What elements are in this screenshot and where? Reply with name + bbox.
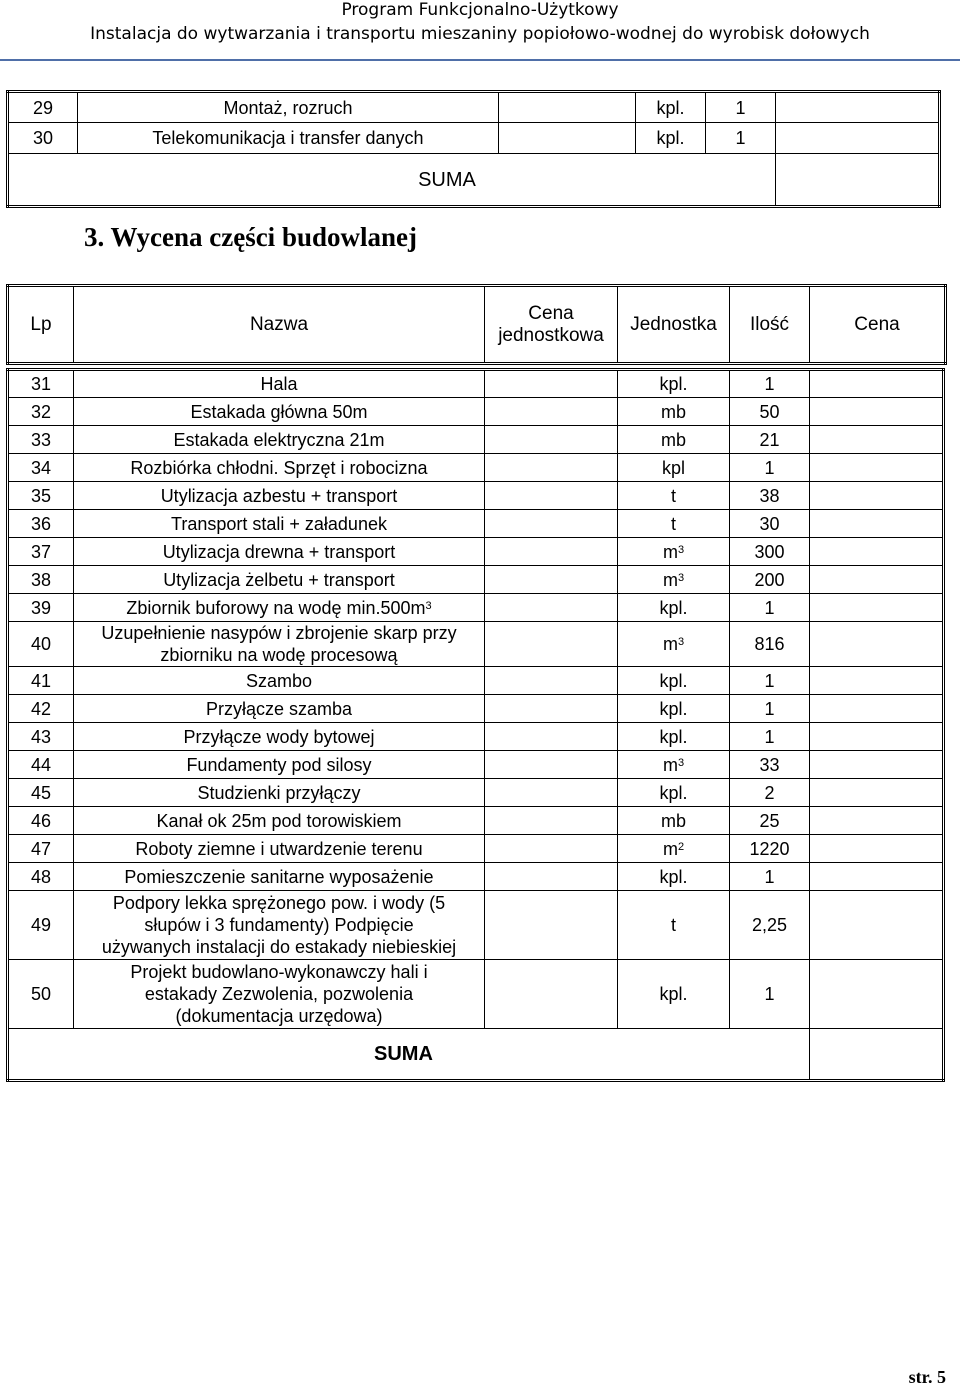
cell-cena-jednostkowa bbox=[485, 667, 618, 695]
table-row bbox=[8, 807, 944, 835]
cell-cena-jednostkowa bbox=[485, 891, 618, 960]
table-row bbox=[8, 695, 944, 723]
cell-jednostka bbox=[618, 566, 730, 594]
cell-jednostka bbox=[618, 723, 730, 751]
cell-lp: 45 bbox=[8, 779, 74, 807]
cell-cena-jednostkowa bbox=[485, 807, 618, 835]
table-header bbox=[6, 284, 947, 365]
table-row bbox=[8, 835, 944, 863]
cell-lp: 48 bbox=[8, 863, 74, 891]
cell-nazwa bbox=[74, 835, 485, 863]
cell-lp: 39 bbox=[8, 594, 74, 622]
page-number: str. 5 bbox=[908, 1367, 946, 1387]
cell-jednostka bbox=[618, 667, 730, 695]
cell-ilosc: 200 bbox=[730, 566, 810, 594]
cell-nazwa bbox=[74, 751, 485, 779]
cell-nazwa bbox=[74, 667, 485, 695]
cell-cena-jednostkowa bbox=[485, 370, 618, 398]
cell-cena-jednostkowa bbox=[485, 398, 618, 426]
cell-nazwa-line: (dokumentacja urzędowa) bbox=[175, 1006, 383, 1026]
cell-nazwa bbox=[74, 622, 485, 667]
table-row bbox=[8, 92, 940, 123]
cell-nazwa-line: słupów i 3 fundamenty) Podpięcie bbox=[144, 915, 414, 935]
cell-jednostka-superscript: 2 bbox=[677, 840, 685, 853]
cell-jednostka-text: t bbox=[670, 915, 676, 935]
cell-jednostka-superscript: 3 bbox=[677, 756, 685, 769]
table-row bbox=[8, 426, 944, 454]
cell-jednostka bbox=[618, 398, 730, 426]
cell-lp: 38 bbox=[8, 566, 74, 594]
cell-ilosc: 816 bbox=[730, 622, 810, 667]
cell-jednostka: kpl. bbox=[636, 123, 706, 154]
cell-jednostka bbox=[618, 960, 730, 1029]
cell-nazwa bbox=[74, 370, 485, 398]
cell-nazwa bbox=[74, 723, 485, 751]
header-nazwa: Nazwa bbox=[74, 286, 485, 364]
cell-jednostka bbox=[618, 454, 730, 482]
cell-lp: 43 bbox=[8, 723, 74, 751]
cell-jednostka-text: mb bbox=[660, 401, 686, 422]
cell-nazwa-text: Hala bbox=[260, 374, 298, 394]
cell-lp: 49 bbox=[8, 891, 74, 960]
cell-jednostka-text: mb bbox=[660, 810, 686, 831]
cell-nazwa-line: estakady Zezwolenia, pozwolenia bbox=[144, 984, 414, 1004]
cell-cena bbox=[810, 426, 944, 454]
cell-cena bbox=[810, 482, 944, 510]
section-title: 3. Wycena części budowlanej bbox=[84, 222, 417, 252]
table-continued bbox=[6, 90, 941, 208]
cell-cena bbox=[810, 960, 944, 1029]
table-row bbox=[8, 667, 944, 695]
table-row bbox=[8, 482, 944, 510]
cell-cena bbox=[810, 695, 944, 723]
cell-nazwa bbox=[74, 594, 485, 622]
cell-lp: 34 bbox=[8, 454, 74, 482]
table-row bbox=[8, 863, 944, 891]
cell-jednostka-text: kpl. bbox=[659, 984, 688, 1004]
cell-nazwa bbox=[74, 566, 485, 594]
cell-ilosc: 2,25 bbox=[730, 891, 810, 960]
cell-ilosc: 1 bbox=[730, 594, 810, 622]
cell-cena bbox=[810, 723, 944, 751]
cell-nazwa-text: Przyłącze wody bytowej bbox=[183, 726, 375, 747]
cell-lp: 35 bbox=[8, 482, 74, 510]
cell-nazwa bbox=[74, 510, 485, 538]
cell-jednostka-text: m bbox=[662, 569, 678, 590]
cell-jednostka bbox=[618, 695, 730, 723]
cell-nazwa: Telekomunikacja i transfer danych bbox=[78, 123, 499, 154]
cell-nazwa bbox=[74, 779, 485, 807]
cell-jednostka bbox=[618, 622, 730, 667]
cell-lp: 47 bbox=[8, 835, 74, 863]
cell-cena-jednostkowa bbox=[485, 566, 618, 594]
cell-lp: 40 bbox=[8, 622, 74, 667]
cell-cena bbox=[810, 667, 944, 695]
cell-ilosc: 300 bbox=[730, 538, 810, 566]
cell-jednostka-superscript: 3 bbox=[677, 571, 685, 584]
cell-nazwa-text: Rozbiórka chłodni. Sprzęt i robocizna bbox=[130, 457, 428, 478]
cell-ilosc: 1 bbox=[730, 960, 810, 1029]
cell-cena bbox=[810, 398, 944, 426]
suma-value bbox=[810, 1029, 944, 1081]
suma-value bbox=[776, 154, 940, 207]
cell-cena bbox=[810, 622, 944, 667]
cell-lp: 32 bbox=[8, 398, 74, 426]
cell-nazwa bbox=[74, 695, 485, 723]
cell-ilosc: 30 bbox=[730, 510, 810, 538]
table-row bbox=[8, 566, 944, 594]
document-header-title: Program Funkcjonalno-Użytkowy bbox=[341, 0, 619, 20]
cell-nazwa-text: Estakada elektryczna 21m bbox=[173, 429, 385, 450]
cell-jednostka bbox=[618, 751, 730, 779]
cell-ilosc: 1 bbox=[730, 863, 810, 891]
table-row bbox=[8, 454, 944, 482]
cell-jednostka-text: t bbox=[670, 513, 676, 534]
cell-jednostka bbox=[618, 426, 730, 454]
cell-nazwa-text: Roboty ziemne i utwardzenie terenu bbox=[135, 838, 423, 859]
table-row bbox=[8, 622, 944, 667]
table-row bbox=[8, 594, 944, 622]
cell-jednostka bbox=[618, 370, 730, 398]
cell-jednostka-text: kpl. bbox=[659, 782, 688, 803]
table-row bbox=[8, 510, 944, 538]
cell-nazwa bbox=[74, 960, 485, 1029]
cell-nazwa-text: Szambo bbox=[245, 670, 313, 691]
cell-nazwa-text: Transport stali + załadunek bbox=[171, 513, 387, 534]
cell-jednostka-text: kpl. bbox=[659, 698, 688, 719]
cell-nazwa bbox=[74, 398, 485, 426]
cell-lp: 36 bbox=[8, 510, 74, 538]
cell-nazwa-line: używanych instalacji do estakady niebieskiej bbox=[101, 937, 457, 957]
cell-jednostka-text: m bbox=[662, 838, 678, 859]
cell-cena-jednostkowa bbox=[485, 594, 618, 622]
items-table bbox=[6, 368, 945, 1082]
cell-cena-jednostkowa bbox=[485, 622, 618, 667]
cell-lp: 44 bbox=[8, 751, 74, 779]
cell-nazwa bbox=[74, 807, 485, 835]
cell-cena bbox=[810, 370, 944, 398]
cell-ilosc: 1 bbox=[730, 695, 810, 723]
cell-jednostka bbox=[618, 779, 730, 807]
cell-nazwa-text: Utylizacja azbestu + transport bbox=[160, 485, 398, 506]
table-row bbox=[8, 960, 944, 1029]
cell-jednostka-superscript: 3 bbox=[677, 636, 685, 648]
cell-jednostka-text: kpl. bbox=[659, 726, 688, 747]
header-lp: Lp bbox=[8, 286, 74, 364]
suma-row bbox=[8, 1029, 944, 1081]
cell-ilosc: 1220 bbox=[730, 835, 810, 863]
cell-cena bbox=[776, 123, 940, 154]
cell-ilosc: 1 bbox=[730, 667, 810, 695]
cell-lp: 41 bbox=[8, 667, 74, 695]
cell-ilosc: 21 bbox=[730, 426, 810, 454]
cell-cena bbox=[776, 92, 940, 123]
cell-nazwa-text: Pomieszczenie sanitarne wyposażenie bbox=[124, 866, 434, 887]
cell-cena bbox=[810, 454, 944, 482]
cell-cena-jednostkowa bbox=[485, 454, 618, 482]
cell-nazwa-line: Uzupełnienie nasypów i zbrojenie skarp przy bbox=[101, 623, 457, 643]
cell-jednostka: kpl. bbox=[636, 92, 706, 123]
cell-nazwa bbox=[74, 863, 485, 891]
cell-jednostka-text: kpl. bbox=[659, 670, 688, 691]
header-cena-jednostkowa bbox=[485, 286, 618, 364]
table-row bbox=[8, 123, 940, 154]
table-row bbox=[8, 398, 944, 426]
cell-lp: 29 bbox=[8, 92, 78, 123]
cell-cena-jednostkowa bbox=[485, 482, 618, 510]
cell-cena bbox=[810, 891, 944, 960]
cell-jednostka-text: kpl. bbox=[659, 866, 688, 887]
table-row bbox=[8, 779, 944, 807]
cell-lp: 30 bbox=[8, 123, 78, 154]
cell-jednostka bbox=[618, 891, 730, 960]
cell-nazwa bbox=[74, 454, 485, 482]
cell-jednostka-text: kpl. bbox=[659, 597, 688, 618]
cell-cena bbox=[810, 510, 944, 538]
suma-row bbox=[8, 154, 940, 207]
cell-ilosc: 1 bbox=[706, 123, 776, 154]
cell-nazwa-line: Podpory lekka sprężonego pow. i wody (5 bbox=[112, 893, 446, 913]
table-row bbox=[8, 370, 944, 398]
header-jednostka: Jednostka bbox=[618, 286, 730, 364]
cell-jednostka-superscript: 3 bbox=[677, 543, 685, 556]
cell-jednostka-text: kpl bbox=[661, 457, 685, 478]
cell-lp: 37 bbox=[8, 538, 74, 566]
cell-lp: 33 bbox=[8, 426, 74, 454]
cell-ilosc: 2 bbox=[730, 779, 810, 807]
cell-jednostka bbox=[618, 863, 730, 891]
cell-cena bbox=[810, 538, 944, 566]
cell-nazwa-text: Estakada główna 50m bbox=[190, 401, 368, 422]
header-cena-jedn-line2: jednostkowa bbox=[498, 324, 604, 346]
header-cena: Cena bbox=[810, 286, 946, 364]
cell-lp: 42 bbox=[8, 695, 74, 723]
cell-cena bbox=[810, 835, 944, 863]
cell-nazwa bbox=[74, 538, 485, 566]
cell-cena-jedn bbox=[499, 92, 636, 123]
cell-jednostka bbox=[618, 538, 730, 566]
cell-cena-jednostkowa bbox=[485, 863, 618, 891]
cell-cena-jednostkowa bbox=[485, 835, 618, 863]
cell-cena-jednostkowa bbox=[485, 751, 618, 779]
cell-cena bbox=[810, 863, 944, 891]
cell-cena bbox=[810, 751, 944, 779]
cell-nazwa-line: zbiorniku na wodę procesową bbox=[160, 645, 398, 665]
cell-ilosc: 38 bbox=[730, 482, 810, 510]
cell-jednostka bbox=[618, 482, 730, 510]
cell-cena-jednostkowa bbox=[485, 723, 618, 751]
cell-ilosc: 33 bbox=[730, 751, 810, 779]
header-divider bbox=[0, 59, 960, 61]
table-row bbox=[8, 751, 944, 779]
cell-cena bbox=[810, 807, 944, 835]
header-ilosc: Ilość bbox=[730, 286, 810, 364]
cell-jednostka-text: t bbox=[670, 485, 676, 506]
cell-nazwa bbox=[74, 426, 485, 454]
cell-nazwa: Montaż, rozruch bbox=[78, 92, 499, 123]
cell-ilosc: 1 bbox=[730, 454, 810, 482]
cell-nazwa-text: Studzienki przyłączy bbox=[197, 782, 361, 803]
cell-nazwa-text: Przyłącze szamba bbox=[205, 698, 353, 719]
cell-nazwa-text: Utylizacja żelbetu + transport bbox=[163, 569, 395, 590]
cell-ilosc: 1 bbox=[730, 723, 810, 751]
cell-cena bbox=[810, 779, 944, 807]
cell-jednostka bbox=[618, 510, 730, 538]
cell-jednostka-text: m bbox=[662, 541, 678, 562]
cell-jednostka-text: kpl. bbox=[659, 374, 688, 394]
cell-jednostka bbox=[618, 807, 730, 835]
cell-nazwa bbox=[74, 891, 485, 960]
cell-jednostka-text: mb bbox=[660, 429, 686, 450]
cell-cena-jednostkowa bbox=[485, 538, 618, 566]
cell-cena-jednostkowa bbox=[485, 779, 618, 807]
cell-lp: 31 bbox=[8, 370, 74, 398]
cell-jednostka-text: m bbox=[662, 634, 678, 654]
document-header-subtitle: Instalacja do wytwarzania i transportu mieszaniny popiołowo-wodnej do wyrobisk dołowych bbox=[90, 24, 870, 44]
cell-nazwa-text: Utylizacja drewna + transport bbox=[162, 541, 396, 562]
cell-cena-jedn bbox=[499, 123, 636, 154]
cell-ilosc: 1 bbox=[706, 92, 776, 123]
cell-cena-jednostkowa bbox=[485, 426, 618, 454]
header-cena-jedn-line1: Cena bbox=[528, 302, 574, 324]
suma-label: SUMA bbox=[418, 168, 476, 191]
cell-nazwa-text: Zbiornik buforowy na wodę min.500m bbox=[126, 597, 426, 618]
table-row bbox=[8, 538, 944, 566]
cell-cena-jednostkowa bbox=[485, 960, 618, 1029]
cell-nazwa-text: Fundamenty pod silosy bbox=[186, 754, 372, 775]
table-row bbox=[8, 891, 944, 960]
cell-nazwa-text: Kanał ok 25m pod torowiskiem bbox=[156, 810, 402, 831]
suma-label: SUMA bbox=[374, 1043, 433, 1065]
cell-jednostka-text: m bbox=[662, 754, 678, 775]
table-row bbox=[8, 723, 944, 751]
cell-jednostka bbox=[618, 594, 730, 622]
cell-cena bbox=[810, 594, 944, 622]
cell-ilosc: 1 bbox=[730, 370, 810, 398]
cell-cena-jednostkowa bbox=[485, 510, 618, 538]
cell-ilosc: 25 bbox=[730, 807, 810, 835]
cell-cena-jednostkowa bbox=[485, 695, 618, 723]
cell-lp: 46 bbox=[8, 807, 74, 835]
cell-cena bbox=[810, 566, 944, 594]
cell-jednostka bbox=[618, 835, 730, 863]
cell-ilosc: 50 bbox=[730, 398, 810, 426]
cell-nazwa bbox=[74, 482, 485, 510]
cell-nazwa-superscript: 3 bbox=[425, 599, 432, 612]
cell-lp: 50 bbox=[8, 960, 74, 1029]
cell-nazwa-line: Projekt budowlano-wykonawczy hali i bbox=[130, 962, 428, 982]
